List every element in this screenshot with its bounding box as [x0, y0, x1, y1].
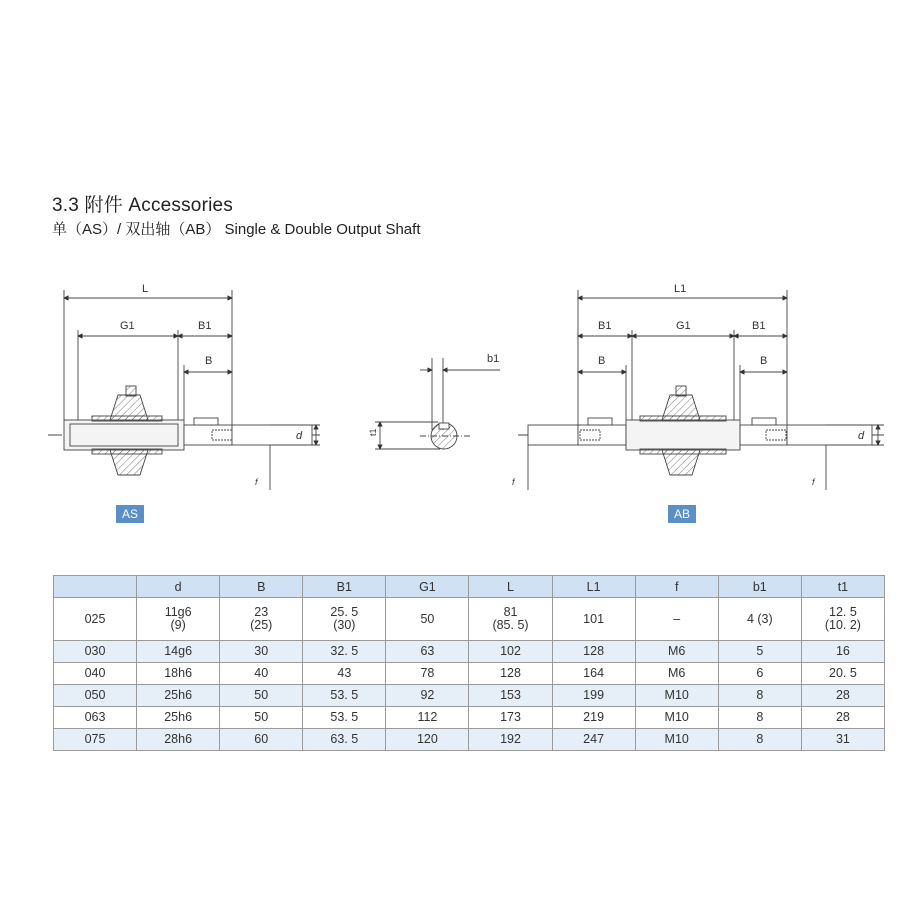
table-cell: 050 — [54, 685, 137, 707]
header-cell: L — [469, 576, 552, 598]
ab-label-f-right: f — [812, 477, 815, 487]
as-label-G1: G1 — [120, 320, 135, 332]
table-cell: 192 — [469, 729, 552, 751]
cell-value: 12. 5 — [829, 605, 857, 619]
ab-drawing — [518, 290, 884, 490]
table-cell: 18h6 — [137, 663, 220, 685]
table-cell: 25h6 — [137, 685, 220, 707]
table-cell: – — [635, 598, 718, 641]
cell-value: 81 — [503, 605, 518, 619]
table-cell: 16 — [801, 641, 884, 663]
section-subtitle: 单（AS）/ 双出轴（AB） Single & Double Output Shaft — [52, 221, 421, 238]
table-cell: 101 — [552, 598, 635, 641]
as-label-L: L — [142, 283, 149, 295]
table-cell: M6 — [635, 641, 718, 663]
key-labels — [368, 353, 499, 436]
table-cell: 247 — [552, 729, 635, 751]
table-cell: 120 — [386, 729, 469, 751]
cell-value-alt: (9) — [170, 618, 186, 632]
as-label-B1: B1 — [198, 320, 212, 332]
table-cell: 030 — [54, 641, 137, 663]
table-row — [54, 729, 885, 751]
table-cell: 31 — [801, 729, 884, 751]
table-cell: 14g6 — [137, 641, 220, 663]
table-cell: 075 — [54, 729, 137, 751]
table-cell: 6 — [718, 663, 801, 685]
table-cell: M10 — [635, 707, 718, 729]
ab-label-d: d — [858, 430, 865, 442]
header-cell: L1 — [552, 576, 635, 598]
header-cell: G1 — [386, 576, 469, 598]
ab-label-L1: L1 — [674, 283, 687, 295]
cell-value-alt: (10. 2) — [824, 618, 861, 632]
header-cell: B1 — [303, 576, 386, 598]
header-cell: d — [137, 576, 220, 598]
header-cell: f — [635, 576, 718, 598]
header-cell: B — [220, 576, 303, 598]
table-cell: 92 — [386, 685, 469, 707]
table-cell: 43 — [303, 663, 386, 685]
cell-value: 25. 5 — [330, 605, 359, 619]
table-cell: 28 — [801, 685, 884, 707]
table-cell: 5 — [718, 641, 801, 663]
table-cell: 30 — [220, 641, 303, 663]
cell-value: 23 — [254, 605, 269, 619]
table-cell: 112 — [386, 707, 469, 729]
ab-label-G1: G1 — [676, 320, 691, 332]
table-cell: 164 — [552, 663, 635, 685]
key-label-b1: b1 — [487, 353, 500, 365]
as-label-f: f — [255, 477, 258, 487]
table-cell: 173 — [469, 707, 552, 729]
table-cell: M10 — [635, 729, 718, 751]
ab-label-f-left: f — [512, 477, 515, 487]
as-badge: AS — [116, 505, 144, 523]
table-cell: 219 — [552, 707, 635, 729]
as-labels — [120, 283, 303, 487]
key-section-drawing — [375, 358, 500, 449]
table-cell: 153 — [469, 685, 552, 707]
table-cell: 063 — [54, 707, 137, 729]
header-cell: t1 — [801, 576, 884, 598]
table-row — [54, 707, 885, 729]
table-header-row — [54, 576, 885, 598]
cell-value-alt: (25) — [250, 618, 273, 632]
cell-value-alt: (30) — [333, 618, 356, 632]
table-cell — [137, 598, 220, 641]
ab-label-B1-left: B1 — [598, 320, 612, 332]
table-cell: 8 — [718, 729, 801, 751]
cell-value: 11g6 — [164, 605, 192, 619]
ab-badge: AB — [668, 505, 696, 523]
as-label-d: d — [296, 430, 303, 442]
ab-label-B-right: B — [760, 355, 768, 367]
section-title: 3.3 附件 Accessories — [52, 195, 233, 216]
table-cell: 53. 5 — [303, 685, 386, 707]
table-cell: 8 — [718, 707, 801, 729]
table-row — [54, 663, 885, 685]
table-cell — [303, 598, 386, 641]
table-cell: 128 — [469, 663, 552, 685]
table-cell: 25h6 — [137, 707, 220, 729]
table-cell: 40 — [220, 663, 303, 685]
table-cell: 63. 5 — [303, 729, 386, 751]
as-label-B: B — [205, 355, 213, 367]
table-row — [54, 685, 885, 707]
table-cell: 53. 5 — [303, 707, 386, 729]
spec-table — [53, 575, 885, 751]
table-cell: 50 — [220, 707, 303, 729]
table-row — [54, 641, 885, 663]
table-cell: 28 — [801, 707, 884, 729]
header-cell: b1 — [718, 576, 801, 598]
table-cell: 28h6 — [137, 729, 220, 751]
table-cell — [220, 598, 303, 641]
table-cell: 8 — [718, 685, 801, 707]
table-cell: 102 — [469, 641, 552, 663]
ab-label-B-left: B — [598, 355, 606, 367]
table-cell: 60 — [220, 729, 303, 751]
table-cell: 025 — [54, 598, 137, 641]
table-cell: 63 — [386, 641, 469, 663]
table-cell: 040 — [54, 663, 137, 685]
table-row — [54, 598, 885, 641]
ab-label-B1-right: B1 — [752, 320, 766, 332]
as-drawing — [48, 290, 320, 490]
table-cell: 32. 5 — [303, 641, 386, 663]
table-cell: M6 — [635, 663, 718, 685]
table-cell: 199 — [552, 685, 635, 707]
table-cell — [469, 598, 552, 641]
table-cell: M10 — [635, 685, 718, 707]
table-cell: 50 — [386, 598, 469, 641]
table-cell: 50 — [220, 685, 303, 707]
table-cell: 78 — [386, 663, 469, 685]
table-cell: 4 (3) — [718, 598, 801, 641]
key-label-t1: t1 — [368, 428, 378, 436]
table-cell: 20. 5 — [801, 663, 884, 685]
table-cell: 128 — [552, 641, 635, 663]
cell-value-alt: (85. 5) — [492, 618, 529, 632]
header-cell — [54, 576, 137, 598]
table-cell — [801, 598, 884, 641]
